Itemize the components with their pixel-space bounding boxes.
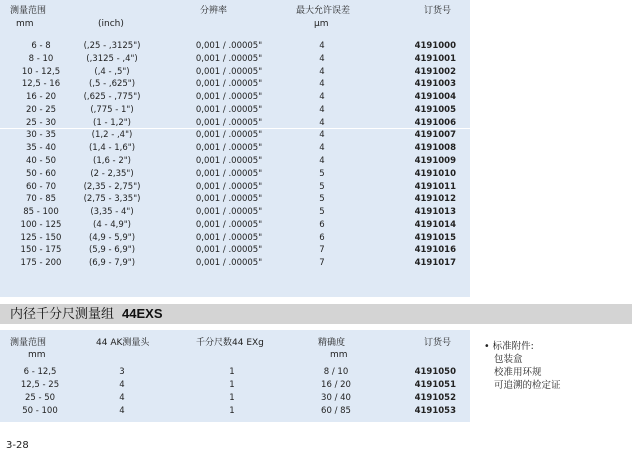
order-no-cell: 4191017	[414, 258, 456, 269]
inch-cell: (4,9 - 5,9")	[88, 232, 136, 243]
resolution-cell: 0,001 / .00005"	[195, 168, 263, 179]
inch-cell: (1,4 - 1,6")	[88, 143, 136, 154]
order-no-cell: 4191053	[414, 406, 456, 416]
range-cell: 6 - 8	[31, 41, 51, 51]
accessories-list	[484, 340, 561, 392]
order-no-cell: 4191013	[414, 207, 456, 218]
range-cell: 12,5 - 25	[20, 380, 60, 390]
inch-cell: (2,75 - 3,35")	[83, 194, 141, 205]
order-no-cell: 4191010	[414, 168, 456, 179]
set-table	[0, 330, 470, 422]
table-row	[0, 129, 470, 141]
accessory-item: 包装盒	[494, 354, 523, 365]
table-row	[0, 91, 470, 103]
inch-cell: (,3125 - ,4")	[86, 53, 138, 64]
order-no-cell: 4191007	[414, 130, 456, 141]
resolution-cell: 0,001 / .00005"	[195, 219, 263, 230]
resolution-cell: 0,001 / .00005"	[195, 258, 263, 269]
max-error-cell: 5	[319, 194, 325, 205]
header-order-no: 订货号	[424, 6, 452, 16]
accuracy-cell: 60 / 85	[321, 406, 351, 416]
order-no-cell: 4191014	[414, 219, 456, 230]
order-no-cell: 4191000	[414, 41, 456, 51]
page-number: 3-28	[6, 440, 29, 451]
header2-order-no: 订货号	[424, 338, 452, 348]
resolution-cell: 0,001 / .00005"	[195, 53, 263, 64]
inch-cell: (,775 - 1")	[90, 104, 134, 115]
inch-cell: (5,9 - 6,9")	[88, 245, 136, 256]
max-error-cell: 4	[319, 41, 325, 51]
table-row	[0, 206, 470, 218]
table-row	[0, 257, 470, 269]
micrometer-count-cell: 1	[229, 367, 235, 377]
header2-range-unit: mm	[28, 350, 46, 360]
order-no-cell: 4191003	[414, 79, 456, 90]
inch-cell: (1,2 - ,4")	[91, 130, 133, 141]
max-error-cell: 4	[319, 104, 325, 115]
resolution-cell: 0,001 / .00005"	[195, 66, 263, 77]
range-cell: 20 - 25	[25, 104, 57, 115]
range-cell: 25 - 30	[25, 117, 57, 128]
range-cell: 35 - 40	[25, 143, 57, 154]
inch-cell: (,5 - ,625")	[88, 79, 136, 90]
header2-micrometer: 千分尺数44 EXg	[196, 338, 264, 348]
order-no-cell: 4191012	[414, 194, 456, 205]
inch-cell: (1 - 1,2")	[93, 117, 131, 128]
max-error-cell: 4	[319, 66, 325, 77]
resolution-cell: 0,001 / .00005"	[195, 41, 263, 51]
table-row	[0, 168, 470, 180]
accuracy-cell: 8 / 10	[323, 367, 349, 377]
inch-cell: (1,6 - 2")	[93, 156, 131, 167]
table-row	[0, 244, 470, 256]
table-row	[0, 66, 470, 78]
header-range-unit: mm	[16, 19, 34, 29]
accuracy-cell: 16 / 20	[321, 380, 351, 390]
order-no-cell: 4191005	[414, 104, 456, 115]
order-no-cell: 4191008	[414, 143, 456, 154]
max-error-cell: 6	[319, 219, 325, 230]
inch-cell: (4 - 4,9")	[93, 219, 131, 230]
range-cell: 12,5 - 16	[21, 79, 61, 90]
table-row	[0, 104, 470, 116]
order-no-cell: 4191052	[414, 393, 456, 403]
accessories-heading: • 标准附件:	[484, 341, 534, 352]
table-row	[0, 219, 470, 231]
header2-accuracy: 精确度	[318, 338, 346, 348]
range-cell: 25 - 50	[24, 393, 56, 403]
max-error-cell: 5	[319, 168, 325, 179]
max-error-cell: 4	[319, 117, 325, 128]
max-error-cell: 7	[319, 245, 325, 256]
header-max-error-unit: μm	[314, 19, 329, 29]
range-cell: 70 - 85	[25, 194, 57, 205]
order-no-cell: 4191015	[414, 232, 456, 243]
max-error-cell: 4	[319, 92, 325, 103]
resolution-cell: 0,001 / .00005"	[195, 194, 263, 205]
ak-head-cell: 3	[119, 367, 125, 377]
table-row	[0, 392, 470, 404]
max-error-cell: 6	[319, 232, 325, 243]
ak-head-cell: 4	[119, 380, 125, 390]
header2-ak-head: 44 AK测量头	[96, 338, 150, 348]
range-cell: 40 - 50	[25, 156, 57, 167]
resolution-cell: 0,001 / .00005"	[195, 156, 263, 167]
inch-cell: (6,9 - 7,9")	[88, 258, 136, 269]
accessory-item: 可追溯的检定证	[494, 380, 561, 391]
resolution-cell: 0,001 / .00005"	[195, 245, 263, 256]
range-cell: 8 - 10	[28, 53, 54, 64]
table-row	[0, 142, 470, 154]
order-no-cell: 4191006	[414, 117, 456, 128]
range-cell: 10 - 12,5	[21, 66, 61, 77]
max-error-cell: 7	[319, 258, 325, 269]
max-error-cell: 4	[319, 130, 325, 141]
resolution-cell: 0,001 / .00005"	[195, 104, 263, 115]
max-error-cell: 4	[319, 156, 325, 167]
range-cell: 6 - 12,5	[23, 367, 57, 377]
micrometer-count-cell: 1	[229, 380, 235, 390]
range-cell: 60 - 70	[25, 181, 57, 192]
header-resolution: 分辨率	[200, 6, 228, 16]
micrometer-table	[0, 0, 470, 297]
max-error-cell: 4	[319, 79, 325, 90]
order-no-cell: 4191001	[414, 53, 456, 64]
range-cell: 50 - 60	[25, 168, 57, 179]
inch-cell: (2 - 2,35")	[90, 168, 134, 179]
resolution-cell: 0,001 / .00005"	[195, 117, 263, 128]
header-range: 测量范围	[10, 6, 47, 16]
max-error-cell: 5	[319, 181, 325, 192]
table-row	[0, 155, 470, 167]
header-inch: (inch)	[98, 19, 124, 29]
order-no-cell: 4191011	[414, 181, 456, 192]
resolution-cell: 0,001 / .00005"	[195, 92, 263, 103]
max-error-cell: 5	[319, 207, 325, 218]
resolution-cell: 0,001 / .00005"	[195, 79, 263, 90]
range-cell: 50 - 100	[22, 406, 58, 416]
resolution-cell: 0,001 / .00005"	[195, 143, 263, 154]
section-title-text: 内径千分尺测量组	[10, 307, 115, 322]
inch-cell: (2,35 - 2,75")	[83, 181, 141, 192]
section-title	[10, 306, 163, 323]
accessory-item: 校准用环规	[494, 367, 542, 378]
range-cell: 85 - 100	[23, 207, 59, 218]
table-row	[0, 232, 470, 244]
order-no-cell: 4191004	[414, 92, 456, 103]
resolution-cell: 0,001 / .00005"	[195, 181, 263, 192]
table-row	[0, 405, 470, 417]
range-cell: 150 - 175	[20, 245, 62, 256]
table-row	[0, 193, 470, 205]
range-cell: 16 - 20	[25, 92, 57, 103]
micrometer-count-cell: 1	[229, 406, 235, 416]
order-no-cell: 4191009	[414, 156, 456, 167]
order-no-cell: 4191050	[414, 367, 456, 377]
table-row	[0, 78, 470, 90]
table-row	[0, 40, 470, 52]
header2-range: 测量范围	[10, 338, 47, 348]
header-max-error: 最大允许误差	[296, 6, 351, 16]
section-code: 44EXS	[122, 306, 163, 321]
inch-cell: (3,35 - 4")	[90, 207, 134, 218]
table-row	[0, 366, 470, 378]
ak-head-cell: 4	[119, 406, 125, 416]
micrometer-count-cell: 1	[229, 393, 235, 403]
range-cell: 100 - 125	[20, 219, 62, 230]
resolution-cell: 0,001 / .00005"	[195, 207, 263, 218]
range-cell: 175 - 200	[20, 258, 62, 269]
table-row	[0, 117, 470, 129]
order-no-cell: 4191002	[414, 66, 456, 77]
order-no-cell: 4191051	[414, 380, 456, 390]
inch-cell: (,625 - ,775")	[83, 92, 141, 103]
inch-cell: (,4 - ,5")	[94, 66, 130, 77]
order-no-cell: 4191016	[414, 245, 456, 256]
ak-head-cell: 4	[119, 393, 125, 403]
max-error-cell: 4	[319, 53, 325, 64]
range-cell: 125 - 150	[20, 232, 62, 243]
table-row	[0, 53, 470, 65]
inch-cell: (,25 - ,3125")	[83, 41, 141, 51]
range-cell: 30 - 35	[25, 130, 57, 141]
accuracy-cell: 30 / 40	[321, 393, 351, 403]
header2-accuracy-unit: mm	[330, 350, 348, 360]
table-row	[0, 181, 470, 193]
max-error-cell: 4	[319, 143, 325, 154]
resolution-cell: 0,001 / .00005"	[195, 130, 263, 141]
resolution-cell: 0,001 / .00005"	[195, 232, 263, 243]
table-row	[0, 379, 470, 391]
